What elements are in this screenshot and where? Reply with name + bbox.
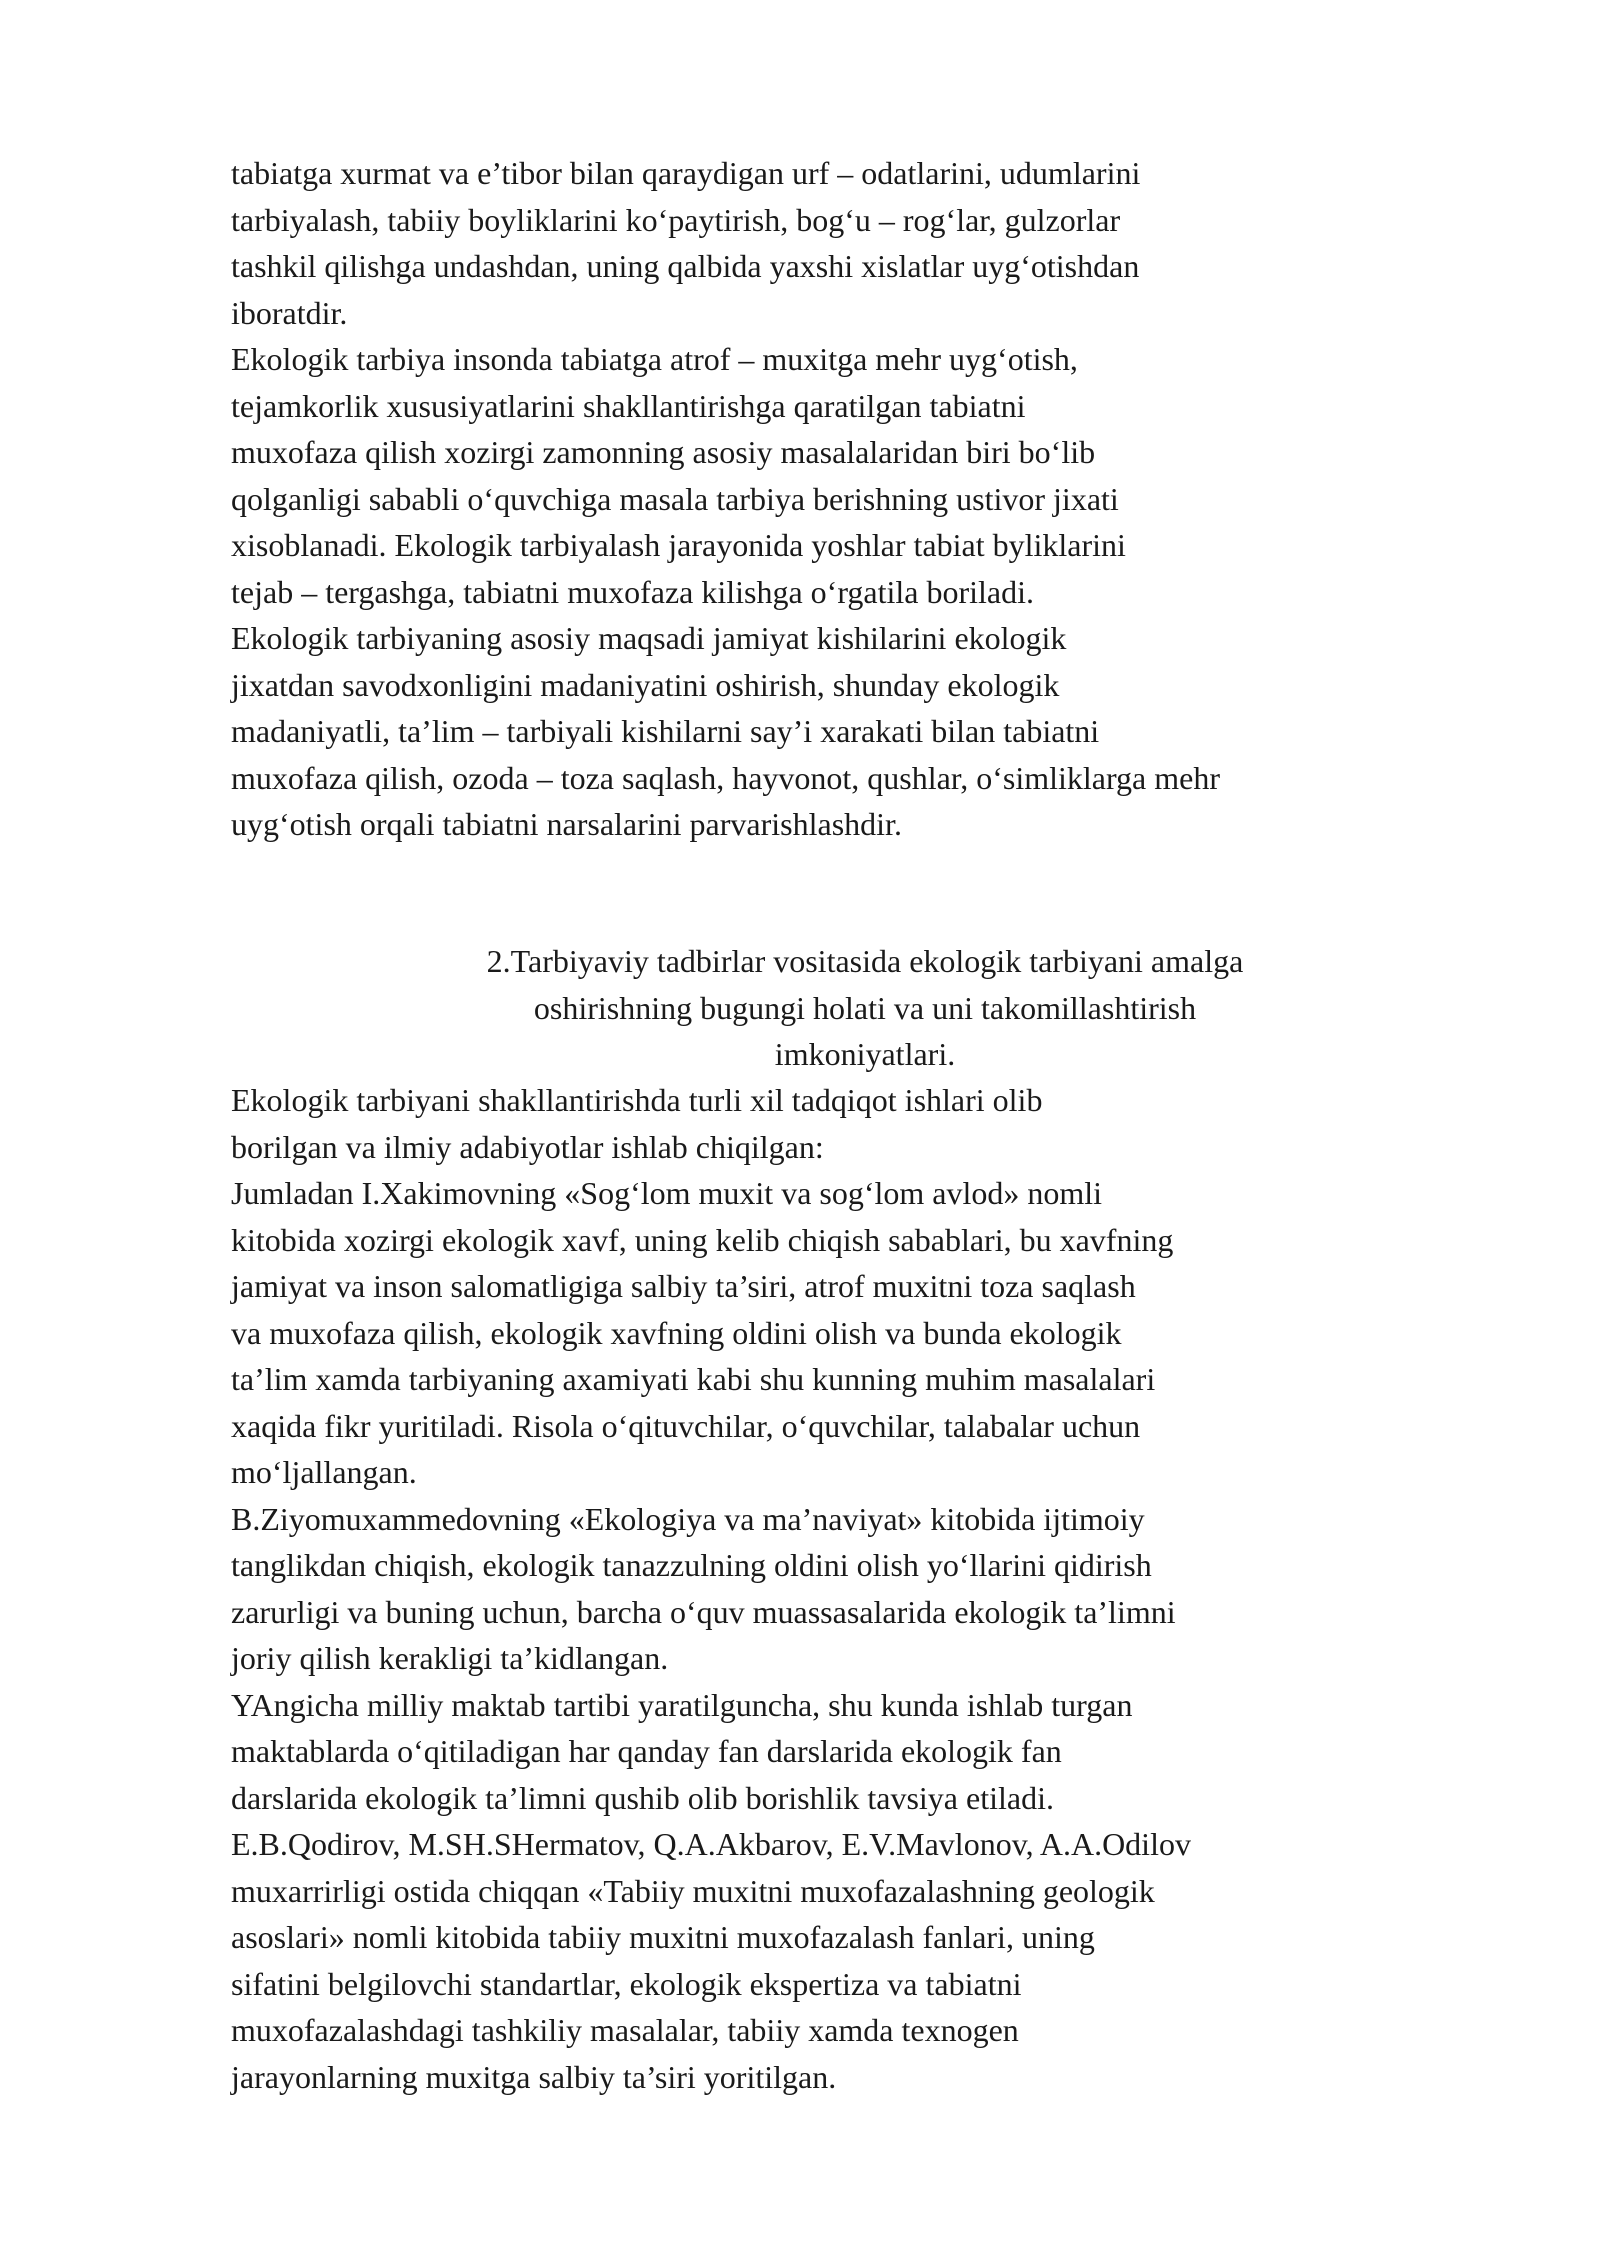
- text-line: Ekologik tarbiya insonda tabiatga atrof – muxitga mehr uyg‘otish,: [231, 341, 1078, 377]
- text-line: Ekologik tarbiyani shakllantirishda turli xil tadqiqot ishlari olib: [231, 1082, 1043, 1118]
- text-line: xisoblanadi. Ekologik tarbiyalash jarayonida yoshlar tabiat byliklarini: [231, 527, 1126, 563]
- text-line: kitobida xozirgi ekologik xavf, uning kelib chiqish sabablari, bu xavfning: [231, 1221, 1174, 1258]
- text-line: B.Ziyomuxammedovning «Ekologiya va ma’naviyat» kitobida ijtimoiy: [231, 1500, 1145, 1537]
- text-line: YAngicha milliy maktab tartibi yaratilguncha, shu kunda ishlab turgan: [231, 1686, 1133, 1723]
- text-line: Ekologik tarbiyaning asosiy maqsadi jamiyat kishilarini ekologik: [231, 620, 1067, 656]
- text-line: muxofazalashdagi tashkiliy masalalar, tabiiy xamda texnogen: [231, 2012, 1019, 2048]
- paragraph-section-2: [231, 1077, 1361, 2100]
- text-line: zarurligi va buning uchun, barcha o‘quv muassasalarida ekologik ta’limni: [231, 1593, 1176, 1630]
- text-line: mo‘ljallangan.: [231, 1454, 417, 1490]
- text-line: tejamkorlik xususiyatlarini shakllantirishga qaratilgan tabiatni: [231, 387, 1026, 424]
- text-line: joriy qilish kerakligi ta’kidlangan.: [231, 1640, 669, 1676]
- text-line: Jumladan I.Xakimovning «Sog‘lom muxit va sog‘lom avlod» nomli: [231, 1175, 1103, 1211]
- text-line: muxofaza qilish, ozoda – toza saqlash, hayvonot, qushlar, o‘simliklarga mehr: [231, 759, 1220, 796]
- text-line: xaqida fikr yuritiladi. Risola o‘qituvchilar, o‘quvchilar, talabalar uchun: [231, 1407, 1141, 1444]
- text-line: jixatdan savodxonligini madaniyatini oshirish, shunday ekologik: [231, 666, 1060, 703]
- text-line: jamiyat va inson salomatligiga salbiy ta’siri, atrof muxitni toza saqlash: [231, 1268, 1136, 1304]
- text-line: muxarrirligi ostida chiqqan «Tabiiy muxitni muxofazalashning geologik: [231, 1872, 1155, 1909]
- text-line: ta’lim xamda tarbiyaning axamiyati kabi shu kunning muhim masalalari: [231, 1361, 1156, 1397]
- heading-line: oshirishning bugungi holati va uni takomillashtirish: [533, 989, 1197, 1026]
- heading-line: 2.Tarbiyaviy tadbirlar vositasida ekologik tarbiyani amalga: [486, 943, 1244, 979]
- text-line: tashkil qilishga undashdan, uning qalbida yaxshi xislatlar uyg‘otishdan: [231, 248, 1140, 284]
- heading-line: imkoniyatlari.: [774, 1036, 956, 1072]
- text-line: maktablarda o‘qitiladigan har qanday fan darslarida ekologik fan: [231, 1733, 1062, 1769]
- text-line: tabiatga xurmat va e’tibor bilan qaraydigan urf – odatlarini, udumlarini: [231, 155, 1141, 191]
- text-line: E.B.Qodirov, M.SH.SHermatov, Q.A.Akbarov, E.V.Mavlonov, A.A.Odilov: [231, 1826, 1191, 1862]
- text-line: sifatini belgilovchi standartlar, ekologik ekspertiza va tabiatni: [231, 1965, 1022, 2002]
- text-line: jarayonlarning muxitga salbiy ta’siri yoritilgan.: [231, 2058, 837, 2095]
- text-line: asoslari» nomli kitobida tabiiy muxitni muxofazalash fanlari, uning: [231, 1919, 1095, 1955]
- text-line: borilgan va ilmiy adabiyotlar ishlab chiqilgan:: [231, 1128, 824, 1165]
- paragraph-section-1: [231, 150, 1361, 848]
- text-line: va muxofaza qilish, ekologik xavfning oldini olish va bunda ekologik: [231, 1314, 1122, 1351]
- section-heading: [300, 938, 1430, 1078]
- text-line: uyg‘otish orqali tabiatni narsalarini parvarishlashdir.: [231, 806, 902, 842]
- text-line: madaniyatli, ta’lim – tarbiyali kishilarni say’i xarakati bilan tabiatni: [231, 713, 1100, 749]
- text-line: darslarida ekologik ta’limni qushib olib borishlik tavsiya etiladi.: [231, 1779, 1054, 1816]
- text-line: iboratdir.: [231, 294, 348, 331]
- text-line: tanglikdan chiqish, ekologik tanazzulning oldini olish yo‘llarini qidirish: [231, 1547, 1152, 1583]
- text-line: tejab – tergashga, tabiatni muxofaza kilishga o‘rgatila boriladi.: [231, 573, 1035, 610]
- text-line: muxofaza qilish xozirgi zamonning asosiy masalalaridan biri bo‘lib: [231, 434, 1096, 470]
- text-line: tarbiyalash, tabiiy boyliklarini ko‘paytirish, bog‘u – rog‘lar, gulzorlar: [231, 201, 1121, 238]
- text-line: qolganligi sababli o‘quvchiga masala tarbiya berishning ustivor jixati: [231, 480, 1119, 517]
